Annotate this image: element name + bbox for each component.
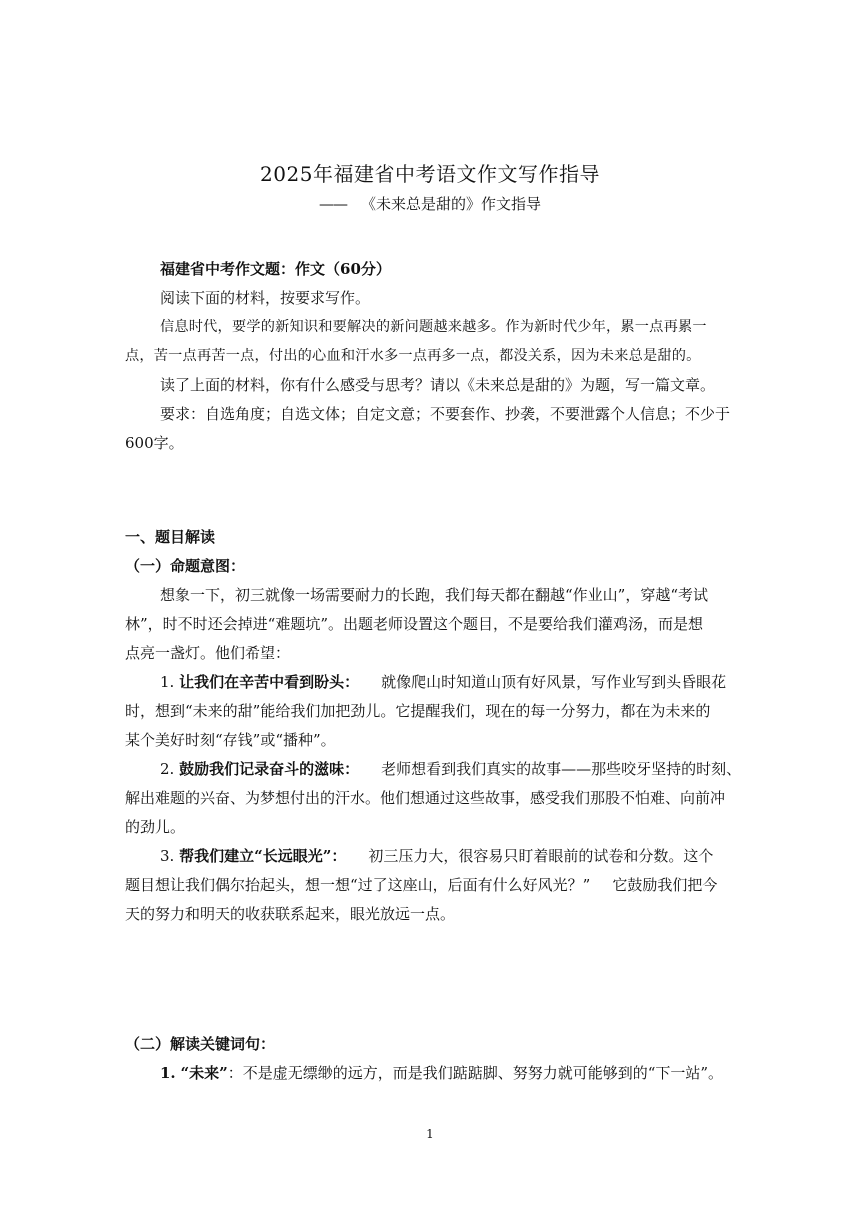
item-text: 的劲儿。 xyxy=(125,818,186,836)
intent-item-3 xyxy=(125,842,737,929)
material-line: 点，苦一点再苦一点，付出的心血和汗水多一点再多一点，都没关系，因为未来总是甜的。 xyxy=(125,348,701,364)
item-number: 2. xyxy=(160,760,175,778)
item-text: 就像爬山时知道山顶有好风景，写作业写到头昏眼花 xyxy=(381,673,727,691)
item-text: 老师想看到我们真实的故事——那些咬牙坚持的时刻、 xyxy=(381,760,742,778)
keyword-text: ：不是虚无缥缈的远方，而是我们踮踮脚、努努力就可能够到的“下一站”。 xyxy=(227,1064,724,1082)
item-number: 1. xyxy=(160,1064,176,1082)
section-heading: 一、题目解读 xyxy=(125,528,216,546)
requirements-paragraph xyxy=(125,400,737,458)
item-heading: 让我们在辛苦中看到盼头： xyxy=(179,673,360,691)
item-text: 天的努力和明天的收获联系起来，眼光放远一点。 xyxy=(125,905,456,923)
intent-item-2 xyxy=(125,755,742,842)
subtitle-text: 《未来总是甜的》作文指导 xyxy=(360,195,541,213)
intent-line: 想象一下，初三就像一场需要耐力的长跑，我们每天都在翻越“作业山”，穿越“考试 xyxy=(160,586,709,604)
item-number: 1. xyxy=(160,673,175,691)
material-line: 信息时代，要学的新知识和要解决的新问题越来越多。作为新时代少年，累一点再累一 xyxy=(160,319,707,335)
material-paragraph xyxy=(125,313,737,371)
subsection-heading: （一）命题意图： xyxy=(125,557,246,575)
interpretation-section xyxy=(125,523,742,929)
item-number: 3. xyxy=(160,847,175,865)
item-text: 它鼓励我们把今 xyxy=(612,876,718,894)
requirements-line: 要求：自选角度；自选文体；自定文意；不要套作、抄袭，不要泄露个人信息；不少于 xyxy=(160,405,731,423)
prompt-heading: 福建省中考作文题：作文（60分） xyxy=(160,260,391,278)
subtitle-dash: —— xyxy=(318,195,347,213)
item-text: 某个美好时刻“存钱”或“播种”。 xyxy=(125,731,336,749)
keyword-term: “未来” xyxy=(180,1064,228,1082)
task-text: 读了上面的材料，你有什么感受与思考？请以《未来总是甜的》为题，写一篇文章。 xyxy=(160,376,716,394)
item-text: 解出难题的兴奋、为梦想付出的汗水。他们想通过这些故事，感受我们那股不怕难、向前冲 xyxy=(125,789,726,807)
intent-line: 点亮一盏灯。他们希望： xyxy=(125,644,291,662)
item-text: 初三压力大，很容易只盯着眼前的试卷和分数。这个 xyxy=(368,847,714,865)
item-text: 题目想让我们偶尔抬起头，想一想“过了这座山，后面有什么好风光？” xyxy=(125,876,591,894)
page-number: 1 xyxy=(426,1127,434,1141)
intent-item-1 xyxy=(125,668,737,755)
item-text: 时，想到“未来的甜”能给我们加把劲儿。它提醒我们，现在的每一分努力，都在为未来的 xyxy=(125,702,711,720)
document-title: 2025年福建省中考语文作文写作指导 xyxy=(260,162,600,186)
subsection-heading: （二）解读关键词句： xyxy=(125,1035,276,1053)
prompt-section xyxy=(125,255,737,458)
instruction-text: 阅读下面的材料，按要求写作。 xyxy=(160,289,371,307)
intent-line: 林”，时不时还会掉进“难题坑”。出题老师设置这个题目，不是要给我们灌鸡汤，而是想 xyxy=(125,615,704,633)
intent-paragraph xyxy=(125,581,737,668)
requirements-line: 600字。 xyxy=(125,434,184,452)
item-heading: 帮我们建立“长远眼光”： xyxy=(179,847,347,865)
keywords-section xyxy=(125,1030,737,1088)
item-heading: 鼓励我们记录奋斗的滋味： xyxy=(179,760,360,778)
document-subtitle xyxy=(0,193,860,214)
keyword-item-1 xyxy=(125,1059,737,1088)
